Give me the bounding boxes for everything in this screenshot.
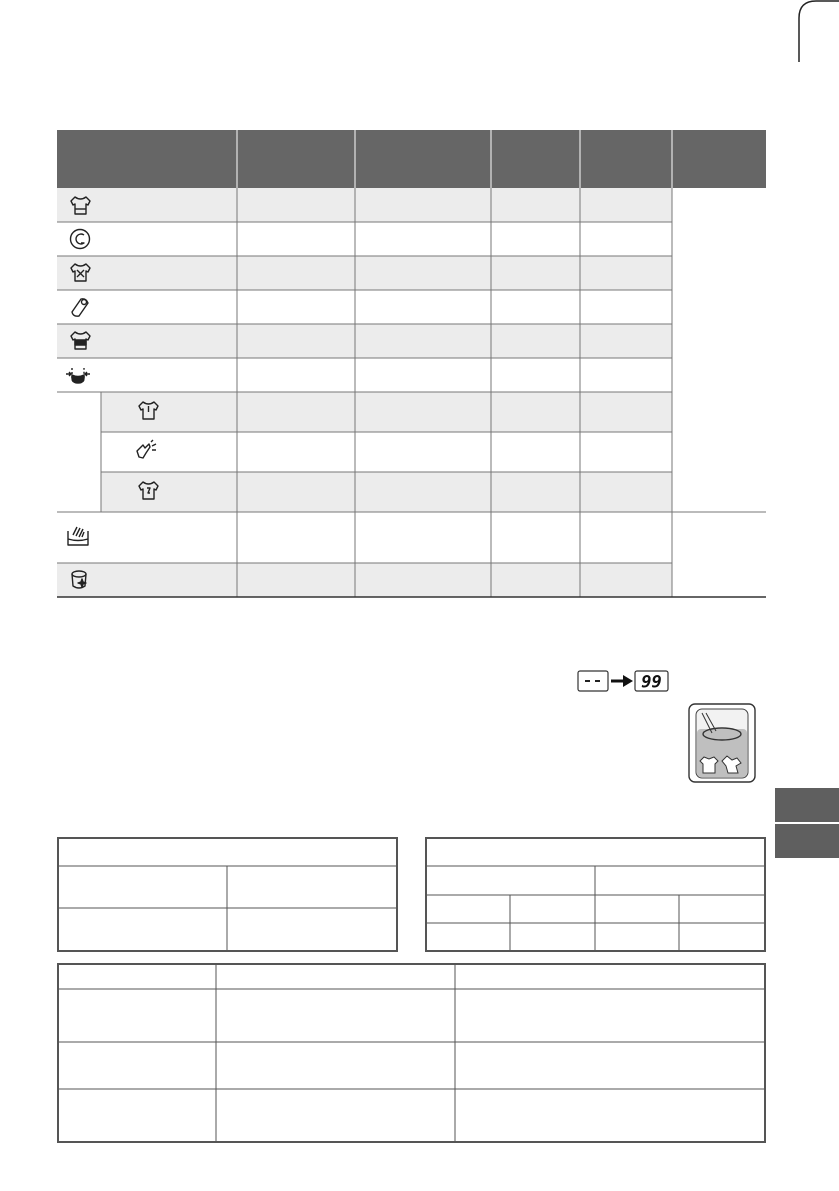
counter-value: 99 bbox=[641, 672, 662, 692]
table-row bbox=[101, 392, 672, 432]
program-table bbox=[57, 130, 767, 600]
arrow-right-icon bbox=[611, 675, 633, 687]
table-row bbox=[101, 472, 672, 512]
table-row bbox=[101, 432, 672, 472]
small-table-left bbox=[57, 837, 399, 953]
section-tab[interactable] bbox=[775, 824, 839, 858]
small-table-right bbox=[425, 837, 767, 953]
table-header bbox=[57, 130, 766, 188]
drum-illustration bbox=[688, 703, 756, 783]
section-tab[interactable] bbox=[775, 788, 839, 822]
crop-mark bbox=[798, 0, 839, 62]
counter-display bbox=[577, 670, 669, 692]
bottom-table bbox=[57, 963, 767, 1144]
table-row bbox=[57, 392, 101, 512]
section-tabs bbox=[775, 788, 839, 860]
